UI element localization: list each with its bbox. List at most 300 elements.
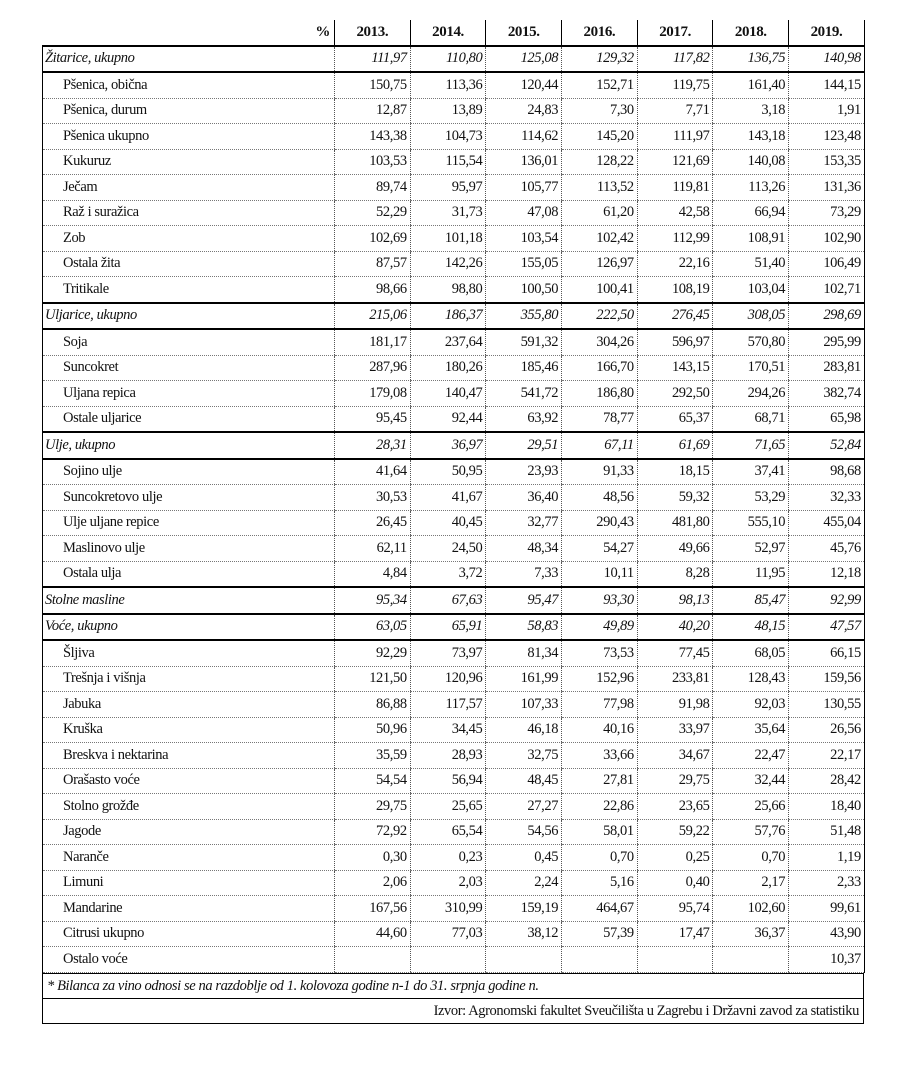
table-row: [43, 406, 865, 432]
value-cell: 51,48: [789, 819, 865, 845]
table-row: [43, 72, 865, 98]
table-row: [43, 768, 865, 794]
value-cell: 308,05: [713, 303, 789, 330]
value-cell: 115,54: [410, 149, 486, 175]
table-row: [43, 485, 865, 511]
table-row: [43, 329, 865, 355]
value-cell: 32,75: [486, 743, 562, 769]
value-cell: 40,20: [637, 614, 713, 641]
value-cell: 108,91: [713, 226, 789, 252]
value-cell: 3,18: [713, 98, 789, 124]
value-cell: 215,06: [335, 303, 411, 330]
value-cell: 54,56: [486, 819, 562, 845]
value-cell: 136,75: [713, 46, 789, 73]
value-cell: 7,71: [637, 98, 713, 124]
value-cell: 35,64: [713, 717, 789, 743]
row-label: Uljana repica: [43, 381, 335, 407]
row-label: Voće, ukupno: [43, 614, 335, 641]
value-cell: 34,45: [410, 717, 486, 743]
row-label: Stolno grožđe: [43, 794, 335, 820]
value-cell: 40,45: [410, 510, 486, 536]
value-cell: 2,03: [410, 870, 486, 896]
value-cell: 91,98: [637, 692, 713, 718]
value-cell: 541,72: [486, 381, 562, 407]
value-cell: 11,95: [713, 561, 789, 587]
value-cell: 48,15: [713, 614, 789, 641]
row-label: Mandarine: [43, 896, 335, 922]
value-cell: 43,90: [789, 921, 865, 947]
value-cell: 155,05: [486, 251, 562, 277]
table-row: [43, 666, 865, 692]
value-cell: 102,90: [789, 226, 865, 252]
table-row: [43, 149, 865, 175]
value-cell: 153,35: [789, 149, 865, 175]
table-row: [43, 98, 865, 124]
value-cell: 30,53: [335, 485, 411, 511]
value-cell: 113,26: [713, 175, 789, 201]
value-cell: 2,06: [335, 870, 411, 896]
value-cell: 50,96: [335, 717, 411, 743]
value-cell: 0,70: [562, 845, 638, 871]
value-cell: 143,18: [713, 124, 789, 150]
value-cell: 26,45: [335, 510, 411, 536]
value-cell: 31,73: [410, 200, 486, 226]
value-cell: 136,01: [486, 149, 562, 175]
value-cell: 102,42: [562, 226, 638, 252]
table-row: [43, 251, 865, 277]
row-label: Orašasto voće: [43, 768, 335, 794]
table-row: [43, 536, 865, 562]
value-cell: 28,31: [335, 432, 411, 459]
footnote: * Bilanca za vino odnosi se na razdoblje od 1. kolovoza godine n-1 do 31. srpnja godine n.: [42, 973, 864, 998]
value-cell: 53,29: [713, 485, 789, 511]
value-cell: 63,92: [486, 406, 562, 432]
table-row: [43, 355, 865, 381]
year-header-6: 2019.: [789, 20, 865, 46]
value-cell: 34,67: [637, 743, 713, 769]
group-row: [43, 46, 865, 73]
value-cell: 33,97: [637, 717, 713, 743]
value-cell: 0,30: [335, 845, 411, 871]
year-header-4: 2017.: [637, 20, 713, 46]
value-cell: 8,28: [637, 561, 713, 587]
value-cell: 161,40: [713, 72, 789, 98]
value-cell: 104,73: [410, 124, 486, 150]
value-cell: 108,19: [637, 277, 713, 303]
value-cell: 0,45: [486, 845, 562, 871]
value-cell: 59,22: [637, 819, 713, 845]
table-body: [43, 46, 865, 973]
table-row: [43, 947, 865, 973]
value-cell: 2,24: [486, 870, 562, 896]
value-cell: 570,80: [713, 329, 789, 355]
value-cell: 102,60: [713, 896, 789, 922]
value-cell: 57,39: [562, 921, 638, 947]
value-cell: 23,93: [486, 459, 562, 485]
value-cell: 113,36: [410, 72, 486, 98]
value-cell: 0,23: [410, 845, 486, 871]
value-cell: 48,34: [486, 536, 562, 562]
value-cell: 130,55: [789, 692, 865, 718]
value-cell: 555,10: [713, 510, 789, 536]
value-cell: 33,66: [562, 743, 638, 769]
row-label: Ječam: [43, 175, 335, 201]
value-cell: 91,33: [562, 459, 638, 485]
value-cell: 2,17: [713, 870, 789, 896]
value-cell: 12,18: [789, 561, 865, 587]
value-cell: 180,26: [410, 355, 486, 381]
row-label: Ostala žita: [43, 251, 335, 277]
value-cell: 50,95: [410, 459, 486, 485]
value-cell: 93,30: [562, 587, 638, 614]
value-cell: 129,32: [562, 46, 638, 73]
value-cell: 107,33: [486, 692, 562, 718]
value-cell: 52,97: [713, 536, 789, 562]
row-label: Raž i suražica: [43, 200, 335, 226]
value-cell: 89,74: [335, 175, 411, 201]
value-cell: 170,51: [713, 355, 789, 381]
value-cell: 42,58: [637, 200, 713, 226]
value-cell: 47,08: [486, 200, 562, 226]
value-cell: 28,93: [410, 743, 486, 769]
value-cell: 159,19: [486, 896, 562, 922]
row-label: Pšenica, durum: [43, 98, 335, 124]
value-cell: 77,45: [637, 640, 713, 666]
value-cell: 125,08: [486, 46, 562, 73]
value-cell: 140,47: [410, 381, 486, 407]
value-cell: 24,83: [486, 98, 562, 124]
value-cell: 78,77: [562, 406, 638, 432]
year-header-1: 2014.: [410, 20, 486, 46]
value-cell: 140,98: [789, 46, 865, 73]
value-cell: 10,11: [562, 561, 638, 587]
value-cell: 22,86: [562, 794, 638, 820]
value-cell: 3,72: [410, 561, 486, 587]
value-cell: 105,77: [486, 175, 562, 201]
group-row: [43, 587, 865, 614]
value-cell: 48,45: [486, 768, 562, 794]
value-cell: 52,84: [789, 432, 865, 459]
value-cell: [410, 947, 486, 973]
value-cell: 4,84: [335, 561, 411, 587]
row-label: Zob: [43, 226, 335, 252]
row-label: Naranče: [43, 845, 335, 871]
row-label: Breskva i nektarina: [43, 743, 335, 769]
value-cell: 37,41: [713, 459, 789, 485]
value-cell: 292,50: [637, 381, 713, 407]
unit-header: %: [43, 20, 335, 46]
table-row: [43, 226, 865, 252]
value-cell: 0,25: [637, 845, 713, 871]
row-label: Limuni: [43, 870, 335, 896]
year-header-2: 2015.: [486, 20, 562, 46]
table-row: [43, 510, 865, 536]
table-row: [43, 640, 865, 666]
value-cell: 46,18: [486, 717, 562, 743]
value-cell: 36,97: [410, 432, 486, 459]
value-cell: 18,40: [789, 794, 865, 820]
value-cell: 123,48: [789, 124, 865, 150]
value-cell: 290,43: [562, 510, 638, 536]
value-cell: 5,16: [562, 870, 638, 896]
value-cell: 276,45: [637, 303, 713, 330]
value-cell: 283,81: [789, 355, 865, 381]
value-cell: 2,33: [789, 870, 865, 896]
row-label: Jagode: [43, 819, 335, 845]
table-row: [43, 459, 865, 485]
value-cell: 49,66: [637, 536, 713, 562]
value-cell: 128,43: [713, 666, 789, 692]
value-cell: 355,80: [486, 303, 562, 330]
row-label: Maslinovo ulje: [43, 536, 335, 562]
table-row: [43, 277, 865, 303]
value-cell: 52,29: [335, 200, 411, 226]
value-cell: 18,15: [637, 459, 713, 485]
value-cell: 120,44: [486, 72, 562, 98]
value-cell: 77,03: [410, 921, 486, 947]
value-cell: 27,81: [562, 768, 638, 794]
table-row: [43, 200, 865, 226]
row-label: Žitarice, ukupno: [43, 46, 335, 73]
value-cell: 29,51: [486, 432, 562, 459]
value-cell: 54,54: [335, 768, 411, 794]
value-cell: 143,38: [335, 124, 411, 150]
value-cell: 61,69: [637, 432, 713, 459]
value-cell: 295,99: [789, 329, 865, 355]
row-label: Kruška: [43, 717, 335, 743]
value-cell: 63,05: [335, 614, 411, 641]
value-cell: 98,68: [789, 459, 865, 485]
value-cell: 29,75: [637, 768, 713, 794]
value-cell: 106,49: [789, 251, 865, 277]
value-cell: 92,44: [410, 406, 486, 432]
value-cell: 59,32: [637, 485, 713, 511]
value-cell: 150,75: [335, 72, 411, 98]
value-cell: 61,20: [562, 200, 638, 226]
value-cell: 40,16: [562, 717, 638, 743]
value-cell: 287,96: [335, 355, 411, 381]
value-cell: 100,50: [486, 277, 562, 303]
value-cell: 464,67: [562, 896, 638, 922]
value-cell: 81,34: [486, 640, 562, 666]
value-cell: 29,75: [335, 794, 411, 820]
value-cell: 26,56: [789, 717, 865, 743]
table-row: [43, 819, 865, 845]
group-row: [43, 303, 865, 330]
value-cell: [713, 947, 789, 973]
value-cell: 66,94: [713, 200, 789, 226]
value-cell: 58,83: [486, 614, 562, 641]
value-cell: 95,45: [335, 406, 411, 432]
value-cell: 36,37: [713, 921, 789, 947]
value-cell: 92,03: [713, 692, 789, 718]
value-cell: 0,40: [637, 870, 713, 896]
table-row: [43, 845, 865, 871]
row-label: Suncokret: [43, 355, 335, 381]
value-cell: [486, 947, 562, 973]
value-cell: 68,71: [713, 406, 789, 432]
table-row: [43, 692, 865, 718]
value-cell: 98,66: [335, 277, 411, 303]
table-row: [43, 717, 865, 743]
source-line: Izvor: Agronomski fakultet Sveučilišta u Zagrebu i Državni zavod za statistiku: [42, 998, 864, 1024]
value-cell: 41,64: [335, 459, 411, 485]
value-cell: 304,26: [562, 329, 638, 355]
value-cell: 13,89: [410, 98, 486, 124]
value-cell: 103,54: [486, 226, 562, 252]
value-cell: 98,80: [410, 277, 486, 303]
value-cell: 128,22: [562, 149, 638, 175]
row-label: Pšenica, obična: [43, 72, 335, 98]
value-cell: 66,15: [789, 640, 865, 666]
value-cell: 45,76: [789, 536, 865, 562]
value-cell: 100,41: [562, 277, 638, 303]
value-cell: 12,87: [335, 98, 411, 124]
value-cell: 87,57: [335, 251, 411, 277]
value-cell: 103,53: [335, 149, 411, 175]
value-cell: [335, 947, 411, 973]
value-cell: 222,50: [562, 303, 638, 330]
value-cell: 36,40: [486, 485, 562, 511]
row-label: Pšenica ukupno: [43, 124, 335, 150]
value-cell: 23,65: [637, 794, 713, 820]
value-cell: 28,42: [789, 768, 865, 794]
value-cell: 101,18: [410, 226, 486, 252]
value-cell: 99,61: [789, 896, 865, 922]
value-cell: 65,91: [410, 614, 486, 641]
row-label: Sojino ulje: [43, 459, 335, 485]
row-label: Jabuka: [43, 692, 335, 718]
value-cell: 298,69: [789, 303, 865, 330]
value-cell: 67,63: [410, 587, 486, 614]
value-cell: 166,70: [562, 355, 638, 381]
value-cell: 95,74: [637, 896, 713, 922]
value-cell: 113,52: [562, 175, 638, 201]
value-cell: 49,89: [562, 614, 638, 641]
value-cell: 120,96: [410, 666, 486, 692]
value-cell: 119,75: [637, 72, 713, 98]
year-header-5: 2018.: [713, 20, 789, 46]
value-cell: 32,44: [713, 768, 789, 794]
value-cell: 72,92: [335, 819, 411, 845]
value-cell: 25,66: [713, 794, 789, 820]
row-label: Tritikale: [43, 277, 335, 303]
value-cell: 140,08: [713, 149, 789, 175]
table-row: [43, 381, 865, 407]
value-cell: 121,50: [335, 666, 411, 692]
table-row: [43, 794, 865, 820]
value-cell: 1,19: [789, 845, 865, 871]
value-cell: 161,99: [486, 666, 562, 692]
value-cell: 114,62: [486, 124, 562, 150]
statistics-table-sheet: [42, 20, 864, 1024]
value-cell: 57,76: [713, 819, 789, 845]
row-label: Kukuruz: [43, 149, 335, 175]
value-cell: 294,26: [713, 381, 789, 407]
table-row: [43, 175, 865, 201]
year-header-3: 2016.: [562, 20, 638, 46]
row-label: Soja: [43, 329, 335, 355]
value-cell: 179,08: [335, 381, 411, 407]
value-cell: 22,16: [637, 251, 713, 277]
row-label: Ostala ulja: [43, 561, 335, 587]
table-row: [43, 921, 865, 947]
value-cell: 131,36: [789, 175, 865, 201]
value-cell: 112,99: [637, 226, 713, 252]
table-row: [43, 743, 865, 769]
value-cell: 41,67: [410, 485, 486, 511]
value-cell: 310,99: [410, 896, 486, 922]
row-label: Citrusi ukupno: [43, 921, 335, 947]
value-cell: 24,50: [410, 536, 486, 562]
value-cell: 152,96: [562, 666, 638, 692]
value-cell: 95,34: [335, 587, 411, 614]
value-cell: 73,53: [562, 640, 638, 666]
value-cell: 17,47: [637, 921, 713, 947]
value-cell: 62,11: [335, 536, 411, 562]
value-cell: 152,71: [562, 72, 638, 98]
value-cell: 111,97: [335, 46, 411, 73]
value-cell: 98,13: [637, 587, 713, 614]
value-cell: 145,20: [562, 124, 638, 150]
table-row: [43, 124, 865, 150]
value-cell: 167,56: [335, 896, 411, 922]
value-cell: 0,70: [713, 845, 789, 871]
value-cell: [562, 947, 638, 973]
value-cell: 35,59: [335, 743, 411, 769]
value-cell: 596,97: [637, 329, 713, 355]
value-cell: 7,33: [486, 561, 562, 587]
table-row: [43, 870, 865, 896]
table-row: [43, 561, 865, 587]
value-cell: 68,05: [713, 640, 789, 666]
row-label: Šljiva: [43, 640, 335, 666]
value-cell: 143,15: [637, 355, 713, 381]
value-cell: 25,65: [410, 794, 486, 820]
value-cell: 186,80: [562, 381, 638, 407]
value-cell: 591,32: [486, 329, 562, 355]
value-cell: 185,46: [486, 355, 562, 381]
value-cell: 159,56: [789, 666, 865, 692]
table-row: [43, 896, 865, 922]
value-cell: 102,69: [335, 226, 411, 252]
value-cell: 65,37: [637, 406, 713, 432]
value-cell: 54,27: [562, 536, 638, 562]
value-cell: 117,82: [637, 46, 713, 73]
value-cell: 32,77: [486, 510, 562, 536]
value-cell: 7,30: [562, 98, 638, 124]
value-cell: 92,29: [335, 640, 411, 666]
value-cell: 85,47: [713, 587, 789, 614]
value-cell: 1,91: [789, 98, 865, 124]
value-cell: 32,33: [789, 485, 865, 511]
value-cell: 382,74: [789, 381, 865, 407]
row-label: Ostalo voće: [43, 947, 335, 973]
value-cell: 102,71: [789, 277, 865, 303]
value-cell: 48,56: [562, 485, 638, 511]
value-cell: 144,15: [789, 72, 865, 98]
value-cell: 237,64: [410, 329, 486, 355]
value-cell: 95,47: [486, 587, 562, 614]
year-header-0: 2013.: [335, 20, 411, 46]
value-cell: 119,81: [637, 175, 713, 201]
value-cell: 65,98: [789, 406, 865, 432]
value-cell: 47,57: [789, 614, 865, 641]
value-cell: 117,57: [410, 692, 486, 718]
value-cell: 103,04: [713, 277, 789, 303]
value-cell: 56,94: [410, 768, 486, 794]
value-cell: 44,60: [335, 921, 411, 947]
